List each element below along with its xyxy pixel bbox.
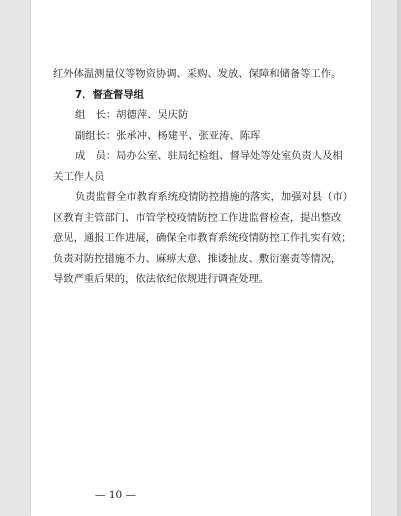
deputy-leader-line: 副组长：张承冲、杨建平、张亚涛、陈珲	[75, 129, 261, 142]
intro-line: 红外体温测量仪等物资协调、采购、发放、保障和储备等工作。	[53, 68, 342, 80]
duty-paragraph-line: 负责对防控措施不力、麻痹大意、推诿扯皮、敷衍塞责等情况，	[53, 252, 342, 265]
duty-paragraph-line: 区教育主管部门、市管学校疫情防控工作进监督检查，提出整改	[53, 211, 342, 224]
page-content	[53, 64, 353, 290]
duty-paragraph-line: 意见，通报工作进展，确保全市教育系统疫情防控工作扎实有效；	[53, 232, 352, 244]
page-number: — 10 —	[95, 489, 137, 501]
duty-paragraph-line: 负责监督全市教育系统疫情防控措施的落实，加强对县（市）	[75, 191, 353, 203]
duty-paragraph-line: 导致严重后果的，依法依纪依规进行调查处理。	[53, 273, 270, 285]
members-line-continued: 关工作人员	[53, 170, 105, 183]
section-heading: 7．督查督导组	[75, 88, 144, 101]
members-line: 成 员：局办公室、驻局纪检组、督导处等处室负责人及相	[75, 150, 343, 162]
scrollbar[interactable]	[397, 0, 401, 516]
document-page	[31, 0, 371, 516]
leader-line: 组 长：胡德萍、吴庆防	[75, 109, 189, 121]
